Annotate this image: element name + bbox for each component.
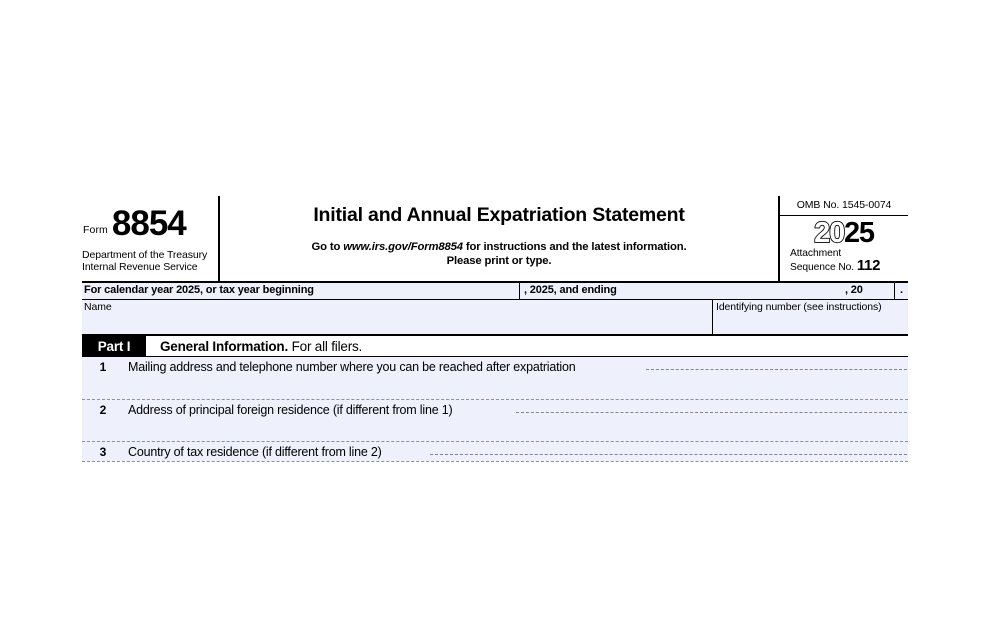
omb-block bbox=[780, 196, 908, 281]
line-1-leader bbox=[646, 369, 907, 371]
attachment-label-line1: Attachment bbox=[790, 248, 842, 259]
department-line-1: Department of the Treasury bbox=[82, 249, 208, 261]
form-header bbox=[82, 196, 908, 281]
department-line-2: Internal Revenue Service bbox=[82, 261, 198, 274]
form-identity-block bbox=[82, 196, 220, 281]
name-and-id-row[interactable] bbox=[82, 299, 908, 334]
calendar-year-beginning-label: For calendar year 2025, or tax year beginning bbox=[84, 284, 314, 296]
attachment-sequence-number: 112 bbox=[856, 256, 881, 274]
form-bottom-rule bbox=[82, 461, 908, 462]
goto-suffix: for instructions and the latest information. bbox=[465, 241, 687, 254]
tax-year bbox=[780, 216, 908, 248]
line-3-leader bbox=[430, 454, 907, 456]
name-field-label: Name bbox=[84, 301, 112, 313]
line-2-label: Address of principal foreign residence (if different from line 1) bbox=[128, 403, 453, 417]
form-8854 bbox=[82, 196, 908, 462]
print-or-type-note: Please print or type. bbox=[446, 254, 552, 267]
identifying-number-label: Identifying number (see instructions) bbox=[716, 301, 882, 313]
goto-instructions bbox=[220, 241, 778, 268]
form-number-row bbox=[82, 200, 218, 243]
part-1-caption bbox=[146, 336, 908, 356]
page-title: Initial and Annual Expatriation Statement bbox=[313, 204, 685, 226]
part-1-header bbox=[82, 334, 908, 357]
part-1-heading: General Information. bbox=[160, 338, 289, 354]
line-1-number: 1 bbox=[99, 360, 107, 374]
calendar-year-ending-label: , 20 bbox=[845, 284, 863, 296]
form-title-block bbox=[220, 196, 780, 281]
line-3-number: 3 bbox=[99, 445, 107, 459]
goto-prefix: Go to bbox=[311, 241, 341, 254]
attachment-label-line2: Sequence No. bbox=[790, 261, 855, 273]
part-1-tag: Part I bbox=[82, 336, 146, 356]
omb-number: OMB No. 1545-0074 bbox=[780, 199, 908, 216]
form-word-label: Form bbox=[83, 223, 108, 236]
department-block bbox=[82, 240, 218, 274]
calendar-divider-1 bbox=[519, 283, 520, 299]
line-3-label: Country of tax residence (if different from line 2) bbox=[128, 445, 382, 459]
line-item-2[interactable] bbox=[82, 399, 908, 441]
calendar-year-middle-label: , 2025, and ending bbox=[524, 284, 617, 296]
line-item-3[interactable] bbox=[82, 441, 908, 461]
name-id-divider bbox=[712, 300, 713, 334]
calendar-year-period: . bbox=[900, 284, 903, 296]
tax-year-suffix: 25 bbox=[844, 217, 874, 249]
attachment-sequence bbox=[780, 248, 908, 273]
line-2-leader bbox=[516, 412, 907, 414]
form-number: 8854 bbox=[111, 203, 186, 243]
calendar-year-row[interactable] bbox=[82, 281, 908, 299]
tax-year-prefix: 20 bbox=[814, 217, 844, 249]
line-2-number: 2 bbox=[99, 403, 107, 417]
line-item-1[interactable] bbox=[82, 357, 908, 399]
irs-url[interactable]: www.irs.gov/Form8854 bbox=[343, 241, 463, 254]
line-1-label: Mailing address and telephone number where you can be reached after expatriation bbox=[128, 360, 576, 374]
calendar-divider-2 bbox=[894, 283, 895, 299]
part-1-lines bbox=[82, 357, 908, 461]
part-1-subheading: For all filers. bbox=[291, 338, 363, 354]
